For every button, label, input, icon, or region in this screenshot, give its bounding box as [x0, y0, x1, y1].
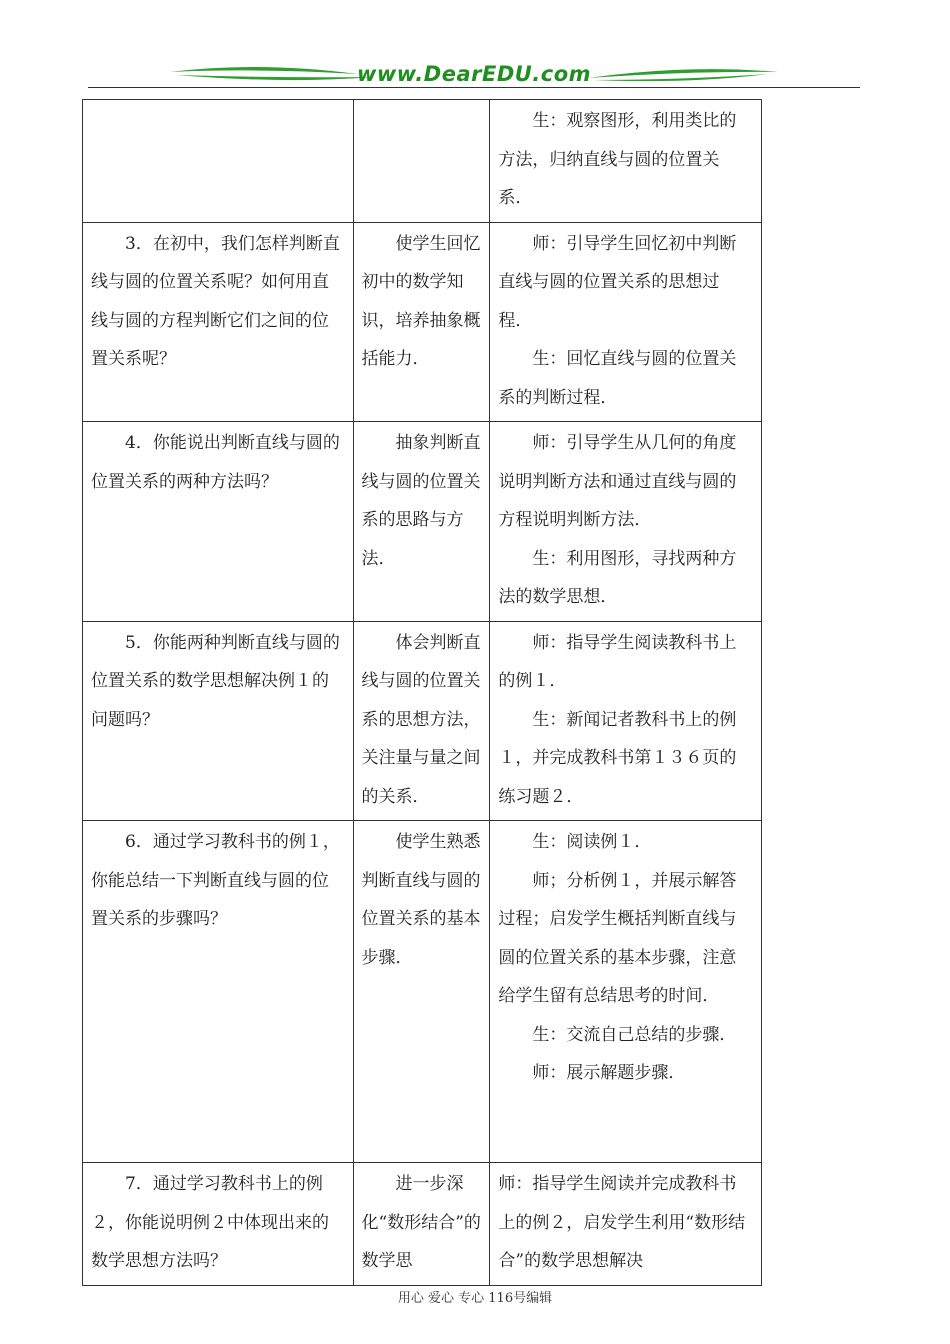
table-row	[83, 621, 762, 821]
page-footer: 用心 爱心 专心 116号编辑	[397, 1291, 553, 1306]
activity-cell: 生：阅读例１． 师；分析例１，并展示解答过程；启发学生概括判断直线与圆的位置关系的基本步骤，注意给学生留有总结思考的时间． 生：交流自己总结的步骤． 师：展示解题步骤．	[490, 821, 762, 1163]
aim-cell: 使学生回忆初中的数学知识，培养抽象概括能力．	[353, 222, 490, 422]
activity-cell: 师：指导学生阅读并完成教科书上的例２，启发学生利用“数形结合”的数学思想解决	[490, 1163, 762, 1286]
activity-cell: 师：引导学生从几何的角度说明判断方法和通过直线与圆的方程说明判断方法． 生：利用图形，寻找两种方法的数学思想．	[490, 422, 762, 622]
table-row	[83, 222, 762, 422]
header-rule	[88, 87, 860, 88]
table-row	[83, 821, 762, 1163]
question-cell	[83, 100, 354, 223]
aim-cell: 进一步深化“数形结合”的数学思	[353, 1163, 490, 1286]
page-header	[88, 58, 860, 90]
aim-cell: 抽象判断直线与圆的位置关系的思路与方法．	[353, 422, 490, 622]
question-cell: 5．你能两种判断直线与圆的位置关系的数学思想解决例１的问题吗？	[83, 621, 354, 821]
table-row	[83, 422, 762, 622]
table-row	[83, 100, 762, 223]
activity-cell: 生：观察图形，利用类比的方法，归纳直线与圆的位置关系．	[490, 100, 762, 223]
table-row	[83, 1163, 762, 1286]
question-cell: 6．通过学习教科书的例１，你能总结一下判断直线与圆的位置关系的步骤吗？	[83, 821, 354, 1163]
question-cell: 4．你能说出判断直线与圆的位置关系的两种方法吗？	[83, 422, 354, 622]
aim-cell: 体会判断直线与圆的位置关系的思想方法，关注量与量之间的关系．	[353, 621, 490, 821]
lesson-table	[82, 99, 762, 1286]
question-cell: 7．通过学习教科书上的例２，你能说明例２中体现出来的数学思想方法吗？	[83, 1163, 354, 1286]
site-name: www.DearEDU.com	[356, 62, 592, 86]
aim-cell	[353, 100, 490, 223]
activity-cell: 师：引导学生回忆初中判断直线与圆的位置关系的思想过程． 生：回忆直线与圆的位置关系的判断过程．	[490, 222, 762, 422]
question-cell: 3．在初中，我们怎样判断直线与圆的位置关系呢？如何用直线与圆的方程判断它们之间的位置关系呢？	[83, 222, 354, 422]
aim-cell: 使学生熟悉判断直线与圆的位置关系的基本步骤．	[353, 821, 490, 1163]
activity-cell: 师：指导学生阅读教科书上的例１． 生：新闻记者教科书上的例１，并完成教科书第１３６页的练习题２．	[490, 621, 762, 821]
